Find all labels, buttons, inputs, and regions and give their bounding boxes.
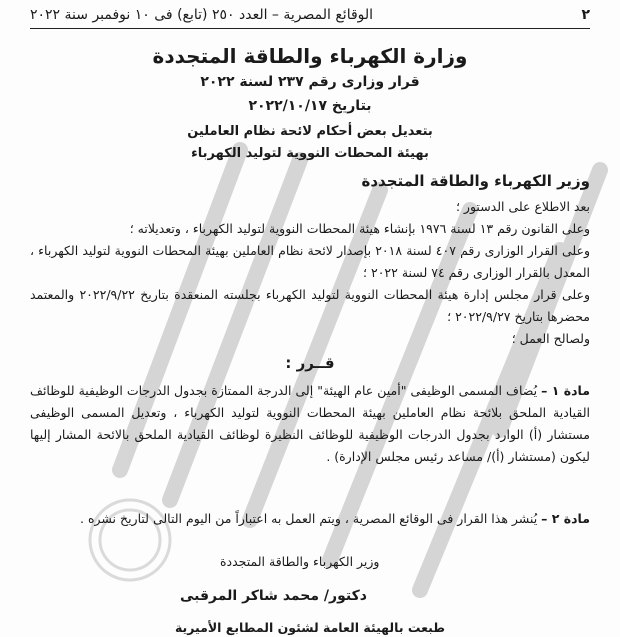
- header-rule: [30, 28, 590, 29]
- preamble-paragraph: وعلى القانون رقم ١٣ لسنة ١٩٧٦ بإنشاء هيئة المحطات النووية لتوليد الكهرباء ، وتعديلاته ؛: [129, 221, 590, 236]
- preamble-paragraph: وعلى القرار الوزارى رقم ٤٠٧ لسنة ٢٠١٨ بإصدار لائحة نظام العاملين بهيئة المحطات النووية لتوليد الكهرباء ، المعدل بالقرار الوزارى رقم ٧٤ لسنة ٢٠٢٢ ؛: [30, 243, 591, 280]
- decided-heading: قــرر :: [285, 354, 335, 372]
- article-2: [30, 508, 590, 530]
- signatory-role: وزير الكهرباء والطاقة المتجددة: [220, 554, 380, 569]
- decree-subject-line2: بهيئة المحطات النووية لتوليد الكهرباء: [191, 146, 429, 161]
- ministry-heading: وزارة الكهرباء والطاقة المتجددة: [152, 44, 468, 68]
- preamble-paragraph: بعد الاطلاع على الدستور ؛: [455, 199, 590, 214]
- page-number: ٢: [581, 7, 590, 23]
- article-label: مادة ١ –: [541, 383, 590, 398]
- preamble-paragraph: ولصالح العمل ؛: [511, 331, 590, 346]
- article-label: مادة ٢ –: [541, 511, 590, 526]
- article-text: يُنشر هذا القرار فى الوقائع المصرية ، ويتم العمل به اعتباراً من اليوم التالى لتاريخ نشره .: [80, 511, 542, 526]
- running-header: [30, 4, 590, 26]
- printer-footer: طبعت بالهيئة العامة لشئون المطابع الأميرية: [174, 620, 446, 635]
- decree-subject-line1: بتعديل بعض أحكام لائحة نظام العاملين: [187, 124, 433, 139]
- decree-number: قرار وزارى رقم ٢٣٧ لسنة ٢٠٢٢: [200, 74, 420, 90]
- preamble-paragraph: وعلى قرار مجلس إدارة هيئة المحطات النووية لتوليد الكهرباء بجلسته المنعقدة بتاريخ ٢٠٢٢/٩/٢٢ والمعتمد محضرها بتاريخ ٢٠٢٢/٩/٢٧ ؛: [30, 287, 590, 324]
- article-1: [30, 380, 590, 468]
- decree-date: بتاريخ ٢٠٢٢/١٠/١٧: [248, 98, 372, 114]
- article-text: يُضاف المسمى الوظيفى "أمين عام الهيئة" إلى الدرجة الممتازة بجدول الدرجات الوظيفية للوظائف القيادية الملحق بلائحة نظام العاملين بهيئة المحطات النووية لتوليد الكهرباء ، وتعديل المسمى الوظيفى مستشار (أ) الوارد بجدول الدرجات الوظيفية للوظائف النظيرة لوظائف القيادية الملحق بالائحة المشار إليها ليكون (مستشار (أ)/ مساعد رئيس مجلس الإدارة) .: [30, 383, 590, 464]
- minister-title: وزير الكهرباء والطاقة المتجددة: [361, 172, 590, 190]
- running-title: الوقائع المصرية – العدد ٢٥٠ (تابع) فى ١٠ نوفمبر سنة ٢٠٢٢: [30, 7, 374, 23]
- signatory-name: دكتور/ محمد شاكر المرقبى: [180, 588, 367, 604]
